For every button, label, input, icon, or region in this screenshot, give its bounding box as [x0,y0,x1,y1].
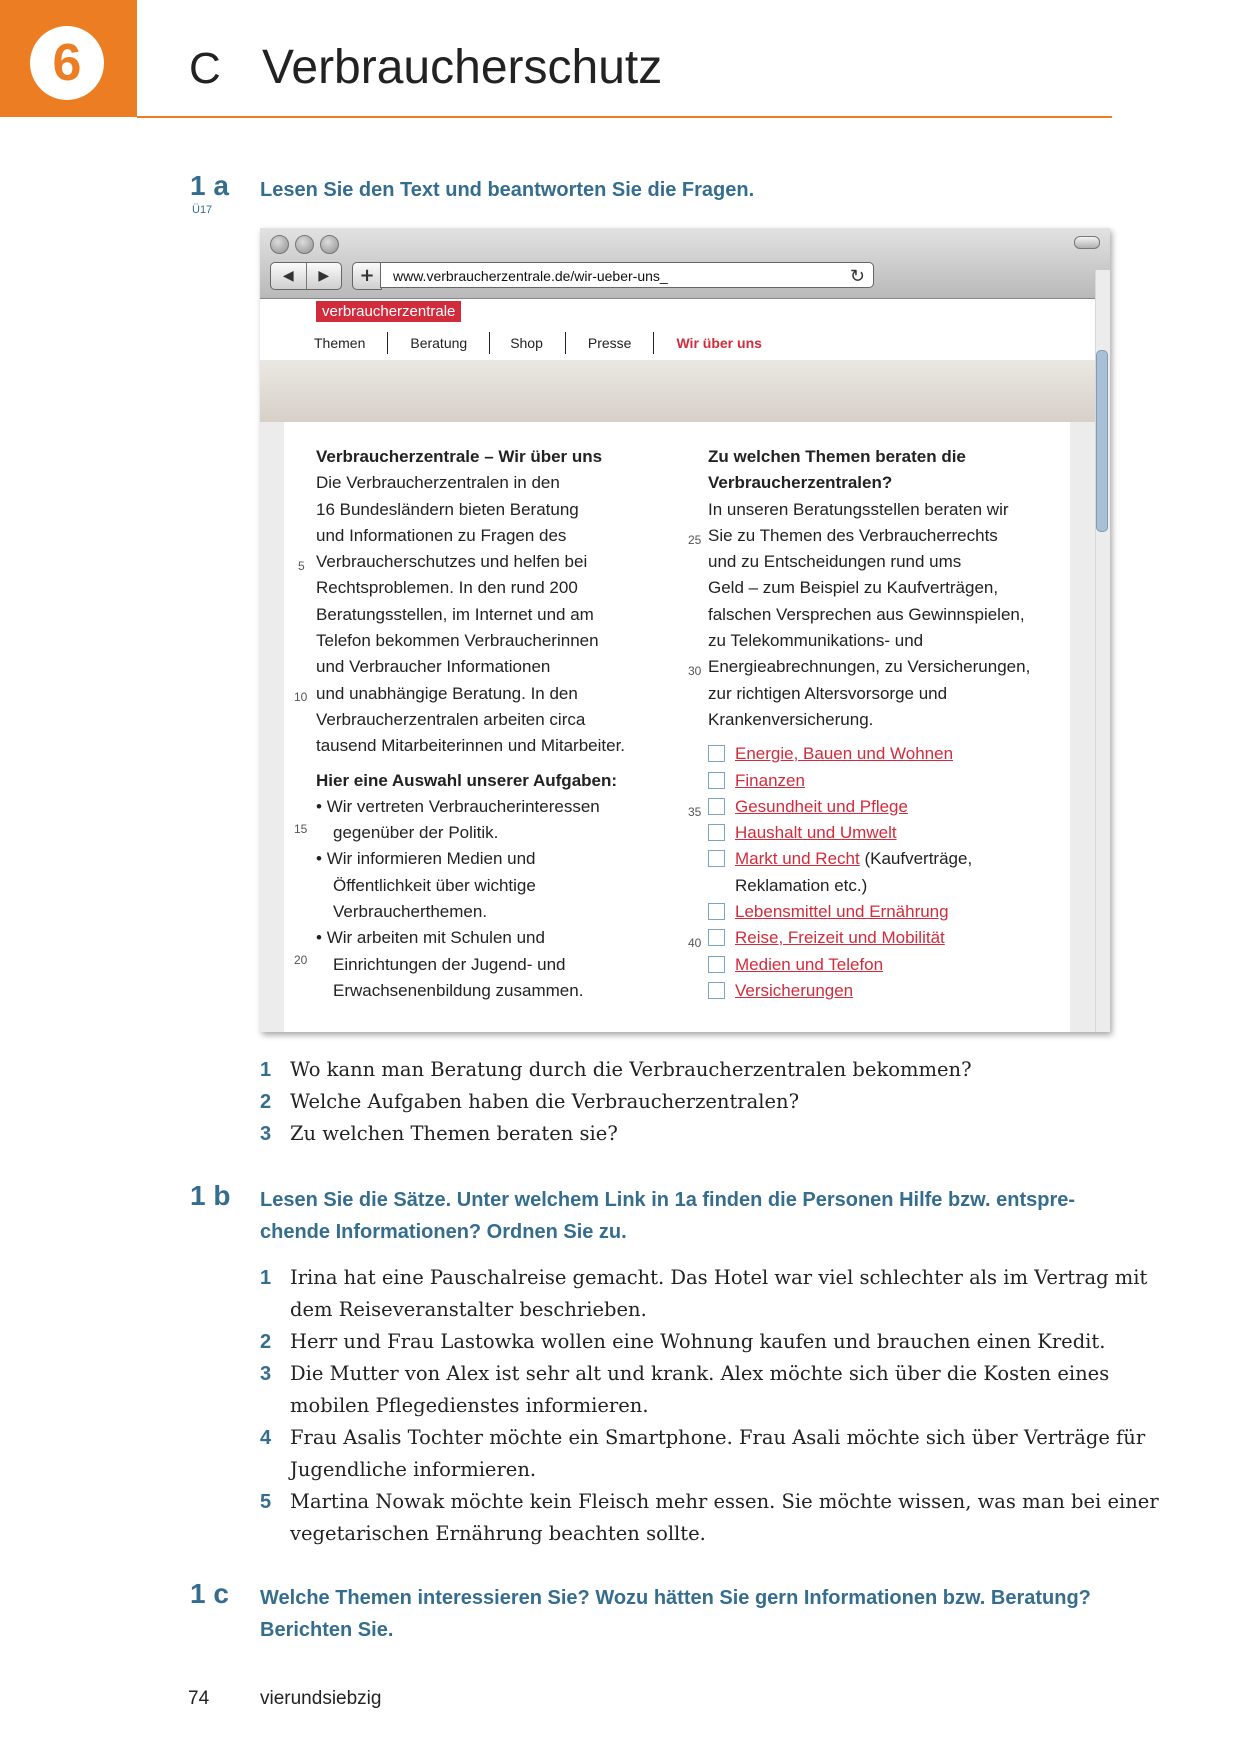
exercise-1c-instruction: Welche Themen interessieren Sie? Wozu hätten Sie gern Informationen bzw. Beratung? Berichten Sie. [260,1587,1091,1641]
question-item: 2 Welche Aufgaben haben die Verbraucherzentralen? [260,1090,800,1113]
article-line: tausend Mitarbeiterinnen und Mitarbeiter. [316,736,626,756]
topic-item [708,925,1068,951]
article-line: Sie zu Themen des Verbraucherrechts [708,525,998,545]
article-line: und unabhängige Beratung. In den [316,683,578,703]
article-line: Beratungsstellen, im Internet und am [316,604,594,624]
window-minimize-dot[interactable] [295,235,314,254]
article-line: In unseren Beratungsstellen beraten wir [708,499,1009,519]
article-line: Rechtsproblemen. In den rund 200 [316,578,578,598]
line-number: 20 [294,953,308,967]
topic-item [708,952,1068,978]
topic-link-lebensmittel[interactable]: Lebensmittel und Ernährung [735,902,949,922]
page-number-word: vierundsiebzig [260,1688,382,1709]
scroll-thumb[interactable] [1096,350,1108,532]
add-bookmark-icon[interactable]: + [352,262,382,290]
sentence-item: 2 Herr und Frau Lastowka wollen eine Wohnung kaufen und brauchen einen Kredit. [260,1330,1106,1353]
chapter-number: 6 [30,26,104,100]
content-gutter-right [1070,422,1096,1032]
topic-link-versicherungen[interactable]: Versicherungen [735,980,854,1000]
nav-buttons [270,262,342,290]
exercise-1b-items [260,1262,1159,1550]
browser-window [260,228,1110,1032]
article-line: zu Telekommunikations- und [708,631,924,651]
topic-link-gesundheit[interactable]: Gesundheit und Pflege [735,796,908,816]
url-text: www.verbraucherzentrale.de/wir-ueber-uns_ [393,268,668,284]
forward-icon[interactable]: ▶ [318,268,330,284]
topic-checkbox[interactable] [708,824,725,841]
topic-checkbox[interactable] [708,903,725,920]
task-item: • Wir informieren Medien und Öffentlichkeit über wichtige Verbraucherthemen. [316,849,536,922]
exercise-1a-instruction: Lesen Sie den Text und beantworten Sie die Fragen. [260,179,755,201]
menu-item-beratung[interactable]: Beratung [388,332,490,354]
question-item: 1 Wo kann man Beratung durch die Verbraucherzentralen bekommen? [260,1058,972,1081]
chapter-badge [0,0,137,117]
topic-item [708,768,1068,794]
topic-checkbox[interactable] [708,772,725,789]
article-line: Krankenversicherung. [708,709,874,729]
header-divider [137,116,1112,118]
article-line: Verbraucherzentralen arbeiten circa [316,709,586,729]
topic-checkbox[interactable] [708,850,725,867]
article-line: und Verbraucher Informationen [316,657,551,677]
exercise-1c-number: 1 c [190,1578,229,1609]
topic-item [708,794,1068,820]
bullet-icon: • [316,796,322,816]
bullet-icon: • [316,849,322,869]
topic-item [708,899,1068,925]
task-item: • Wir arbeiten mit Schulen und Einrichtungen der Jugend- und Erwachsenenbildung zusammen. [316,928,584,1000]
topic-link-medien[interactable]: Medien und Telefon [735,954,884,974]
topic-checkbox[interactable] [708,745,725,762]
article-line: zur richtigen Altersvorsorge und [708,683,948,703]
line-number: 15 [294,822,308,836]
topic-note: (Kaufverträge, [859,849,973,869]
topic-item [708,846,1068,899]
header-banner [260,360,1096,422]
article-heading: Verbraucherzentrale – Wir über uns [316,447,603,466]
exercise-1a-workbook-ref: Ü17 [192,204,213,216]
topic-link-markt[interactable]: Markt und Recht [735,849,860,869]
menu-item-themen[interactable]: Themen [310,332,388,354]
article-line: Verbraucherschutzes und helfen bei [316,552,588,572]
topic-checkbox[interactable] [708,798,725,815]
menu-item-shop[interactable]: Shop [490,332,566,354]
site-menu [310,332,784,354]
topic-item [708,820,1068,846]
line-number: 5 [298,559,305,573]
window-close-dot[interactable] [270,235,289,254]
sentence-item: 3 Die Mutter von Alex ist sehr alt und krank. Alex möchte sich über die Kosten eines mobilen Pflegedienstes informieren. [260,1362,1110,1417]
line-number: 35 [688,805,702,819]
reload-icon[interactable]: ↻ [849,266,865,286]
line-number: 40 [688,936,702,950]
topics-heading-2: Verbraucherzentralen? [708,473,893,493]
toolbar-toggle[interactable] [1074,236,1100,249]
topic-link-haushalt[interactable]: Haushalt und Umwelt [735,823,897,843]
exercise-1a-questions [260,1054,972,1150]
topic-item [708,741,1068,767]
topics-heading: Zu welchen Themen beraten die [708,447,966,466]
address-bar[interactable] [380,262,874,288]
topic-checkbox[interactable] [708,929,725,946]
topic-item [708,978,1068,1004]
question-item: 3 Zu welchen Themen beraten sie? [260,1122,618,1145]
article-line: 16 Bundesländern bieten Beratung [316,499,579,519]
window-zoom-dot[interactable] [320,235,339,254]
page-title: Verbraucherschutz [262,41,663,94]
sentence-item: 4 Frau Asalis Tochter möchte ein Smartphone. Frau Asali möchte sich über Verträge für Jugendliche informieren. [260,1426,1146,1481]
article-left-column [316,444,666,1004]
article-line: Telefon bekommen Verbraucherinnen [316,631,599,651]
article-line: Geld – zum Beispiel zu Kaufverträgen, [708,578,999,598]
site-logo[interactable]: verbraucherzentrale [316,301,461,322]
browser-toolbar [260,228,1110,299]
sentence-item: 5 Martina Nowak möchte kein Fleisch mehr essen. Sie möchte wissen, was man bei einer vegetarischen Ernährung beachten sollte. [260,1490,1159,1545]
article-line: und zu Entscheidungen rund ums [708,552,962,572]
topic-checkbox[interactable] [708,982,725,999]
content-gutter-left [260,422,284,1032]
line-number: 30 [688,664,702,678]
section-letter: C [189,44,221,93]
sentence-item: 1 Irina hat eine Pauschalreise gemacht. Das Hotel war viel schlechter als im Vertrag mit dem Reiseveranstalter beschrieben. [260,1266,1148,1321]
topic-link-energie[interactable]: Energie, Bauen und Wohnen [735,744,954,764]
exercise-1b-number: 1 b [190,1180,231,1211]
menu-item-wir-ueber-uns[interactable]: Wir über uns [676,335,762,351]
topic-list [708,741,1068,1004]
tasks-heading: Hier eine Auswahl unserer Aufgaben: [316,770,618,790]
page-number: 74 [188,1688,210,1709]
topic-note-2: Reklamation etc.) [735,875,868,895]
bullet-icon: • [316,928,322,948]
topic-checkbox[interactable] [708,956,725,973]
line-number: 25 [688,533,702,547]
task-item: • Wir vertreten Verbraucherinteressen gegenüber der Politik. [316,796,600,843]
article-line: Energieabrechnungen, zu Versicherungen, [708,657,1031,677]
topic-link-finanzen[interactable]: Finanzen [735,770,805,790]
scrollbar[interactable] [1095,270,1110,1032]
article-right-column [708,444,1068,1004]
exercise-1a-number: 1 a [190,170,229,201]
article-line: Die Verbraucherzentralen in den [316,473,560,493]
topic-link-reise[interactable]: Reise, Freizeit und Mobilität [735,928,945,948]
article-line: falschen Versprechen aus Gewinnspielen, [708,604,1025,624]
menu-item-presse[interactable]: Presse [566,332,655,354]
back-icon[interactable]: ◀ [271,263,307,289]
line-number: 10 [294,690,308,704]
exercise-1b-instruction: Lesen Sie die Sätze. Unter welchem Link in 1a finden die Personen Hilfe bzw. entspre- chende Informationen? Ordnen Sie zu. [260,1189,1076,1243]
article-line: und Informationen zu Fragen des [316,525,567,545]
